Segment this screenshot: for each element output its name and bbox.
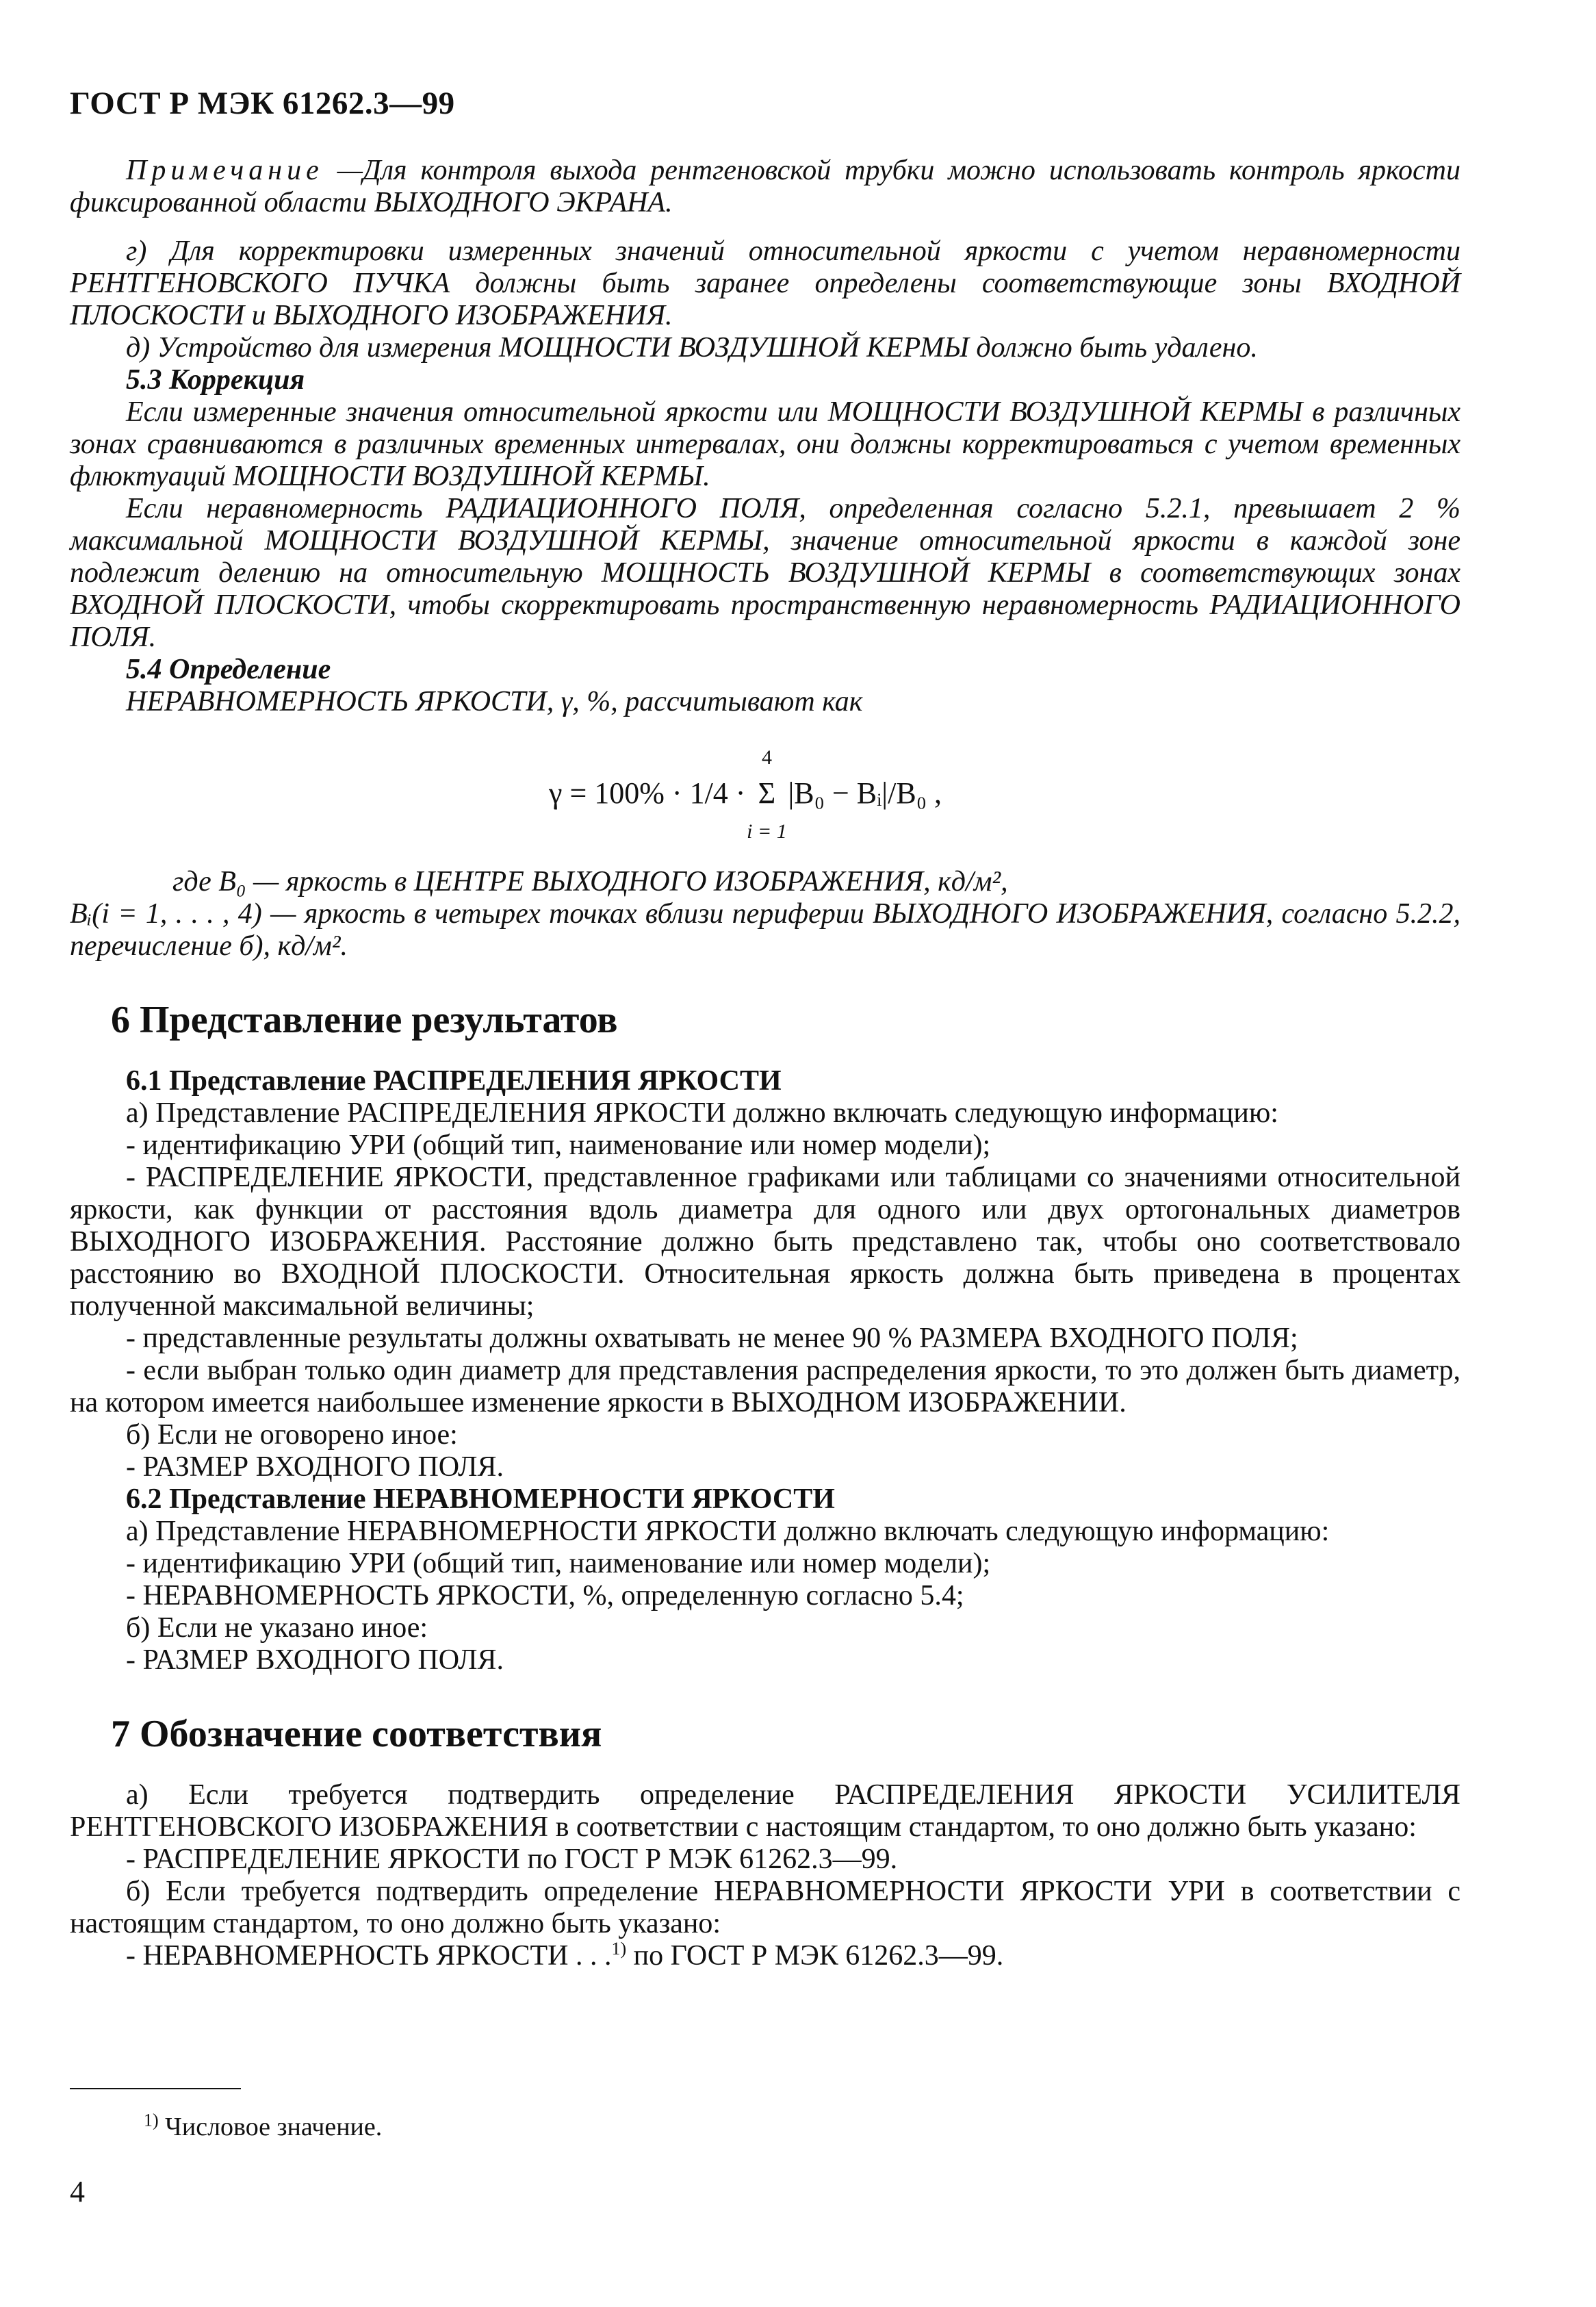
section-6-1-b-item-1: - РАЗМЕР ВХОДНОГО ПОЛЯ. xyxy=(126,1451,504,1483)
section-5-3-title: 5.3 Коррекция xyxy=(126,364,305,396)
page-number: 4 xyxy=(70,2175,85,2208)
section-5-3-paragraph-1: Если измеренные значения относительной яркости или МОЩНОСТИ ВОЗДУШНОЙ КЕРМЫ в различных зонах сравниваются в различных временных интервалах, они должны корректироваться с учетом временных флюктуаций МОЩНОСТИ ВОЗДУШНОЙ КЕРМЫ. xyxy=(70,396,1460,492)
footnote xyxy=(144,2112,382,2142)
section-7-b-item-1-tail: по ГОСТ Р МЭК 61262.3—99. xyxy=(626,1940,1004,1972)
footnote-mark: 1) xyxy=(144,2110,159,2130)
document-header: ГОСТ Р МЭК 61262.3—99 xyxy=(70,86,455,121)
note-label: Примечание xyxy=(126,155,324,186)
section-6-1-a-item-2: - РАСПРЕДЕЛЕНИЕ ЯРКОСТИ, представленное графиками или таблицами со значениями относительной яркости, как функции от расстояния вдоль диаметра для одного или двух ортогональных диаметров ВЫХОДНОГО ИЗОБРАЖЕНИЯ. Расстояние должно быть представлено так, чтобы оно соответствовало расстоянию во ВХОДНОЙ ПЛОСКОСТИ. Относительная яркость должна быть приведена в процентах полученной максимальной величины; xyxy=(70,1162,1460,1322)
section-6-1-title: 6.1 Представление РАСПРЕДЕЛЕНИЯ ЯРКОСТИ xyxy=(126,1065,782,1097)
where-b0: где B₀ — яркость в ЦЕНТРЕ ВЫХОДНОГО ИЗОБРАЖЕНИЯ, кд/м², xyxy=(172,866,1008,897)
formula xyxy=(549,746,942,843)
formula-sum xyxy=(747,746,787,843)
section-6-2-b-item-1: - РАЗМЕР ВХОДНОГО ПОЛЯ. xyxy=(126,1644,504,1676)
formula-sigma: Σ xyxy=(758,776,776,810)
item-d: д) Устройство для измерения МОЩНОСТИ ВОЗДУШНОЙ КЕРМЫ должно быть удалено. xyxy=(126,332,1258,364)
section-5-4-title: 5.4 Определение xyxy=(126,654,331,685)
section-6-2-b: б) Если не указано иное: xyxy=(126,1612,428,1644)
formula-left: γ = 100% · 1/4 · xyxy=(549,776,754,810)
formula-block xyxy=(70,743,1460,845)
section-5-4-paragraph: НЕРАВНОМЕРНОСТЬ ЯРКОСТИ, γ, %, рассчитывают как xyxy=(126,686,863,717)
section-7-b-item-1-text: - НЕРАВНОМЕРНОСТЬ ЯРКОСТИ . . . xyxy=(126,1940,612,1972)
note-paragraph xyxy=(70,155,1460,219)
section-6-1-b: б) Если не оговорено иное: xyxy=(126,1419,458,1451)
section-6-2-title: 6.2 Представление НЕРАВНОМЕРНОСТИ ЯРКОСТИ xyxy=(126,1483,835,1515)
section-7-b-item-1 xyxy=(70,1940,1460,1972)
section-6-2-a-item-2: - НЕРАВНОМЕРНОСТЬ ЯРКОСТИ, %, определенную согласно 5.4; xyxy=(126,1580,964,1611)
formula-right: |B₀ − Bᵢ|/B₀ , xyxy=(780,776,942,810)
item-g: г) Для корректировки измеренных значений относительной яркости с учетом неравномерности РЕНТГЕНОВСКОГО ПУЧКА должны быть заранее определены соответствующие зоны ВХОДНОЙ ПЛОСКОСТИ и ВЫХОДНОГО ИЗОБРАЖЕНИЯ. xyxy=(70,235,1460,331)
section-6-2-a: а) Представление НЕРАВНОМЕРНОСТИ ЯРКОСТИ должно включать следующую информацию: xyxy=(126,1516,1330,1547)
formula-upper-limit: 4 xyxy=(761,746,772,769)
section-6-1-a-item-1: - идентификацию УРИ (общий тип, наименование или номер модели); xyxy=(126,1130,991,1161)
section-7-a: а) Если требуется подтвердить определение РАСПРЕДЕЛЕНИЯ ЯРКОСТИ УСИЛИТЕЛЯ РЕНТГЕНОВСКОГО ИЗОБРАЖЕНИЯ в соответствии с настоящим стандартом, то оно должно быть указано: xyxy=(70,1779,1460,1843)
where-bi: Bᵢ(i = 1, . . . , 4) — яркость в четырех точках вблизи периферии ВЫХОДНОГО ИЗОБРАЖЕНИЯ, согласно 5.2.2, перечисление б), кд/м². xyxy=(70,898,1460,962)
footnote-divider xyxy=(70,2088,241,2089)
footnote-reference: 1) xyxy=(611,1939,627,1959)
section-6-1-a-item-4: - если выбран только один диаметр для представления распределения яркости, то это должен быть диаметр, на котором имеется наибольшее изменение яркости в ВЫХОДНОМ ИЗОБРАЖЕНИИ. xyxy=(70,1355,1460,1418)
footnote-text: Числовое значение. xyxy=(158,2113,383,2141)
section-6-1-a: а) Представление РАСПРЕДЕЛЕНИЯ ЯРКОСТИ должно включать следующую информацию: xyxy=(126,1097,1278,1129)
formula-lower-limit: i = 1 xyxy=(747,820,787,843)
section-7-heading: 7 Обозначение соответствия xyxy=(111,1713,602,1755)
section-6-1-a-item-3: - представленные результаты должны охватывать не менее 90 % РАЗМЕРА ВХОДНОГО ПОЛЯ; xyxy=(126,1323,1298,1354)
section-6-heading: 6 Представление результатов xyxy=(111,999,618,1041)
section-5-3-paragraph-2: Если неравномерность РАДИАЦИОННОГО ПОЛЯ, определенная согласно 5.2.1, превышает 2 % максимальной МОЩНОСТИ ВОЗДУШНОЙ КЕРМЫ, значение относительной яркости в каждой зоне подлежит делению на относительную МОЩНОСТЬ ВОЗДУШНОЙ КЕРМЫ в соответствующих зонах ВХОДНОЙ ПЛОСКОСТИ, чтобы скорректировать пространственную неравномерность РАДИАЦИОННОГО ПОЛЯ. xyxy=(70,493,1460,653)
page-body xyxy=(70,155,1460,1972)
note-text: —Для контроля выхода рентгеновской трубки можно использовать контроль яркости фиксированной области ВЫХОДНОГО ЭКРАНА. xyxy=(70,155,1460,218)
section-7-b: б) Если требуется подтвердить определение НЕРАВНОМЕРНОСТИ ЯРКОСТИ УРИ в соответствии с настоящим стандартом, то оно должно быть указано: xyxy=(70,1876,1460,1939)
section-6-2-a-item-1: - идентификацию УРИ (общий тип, наименование или номер модели); xyxy=(126,1548,991,1579)
section-7-a-item-1: - РАСПРЕДЕЛЕНИЕ ЯРКОСТИ по ГОСТ Р МЭК 61262.3—99. xyxy=(126,1844,898,1875)
